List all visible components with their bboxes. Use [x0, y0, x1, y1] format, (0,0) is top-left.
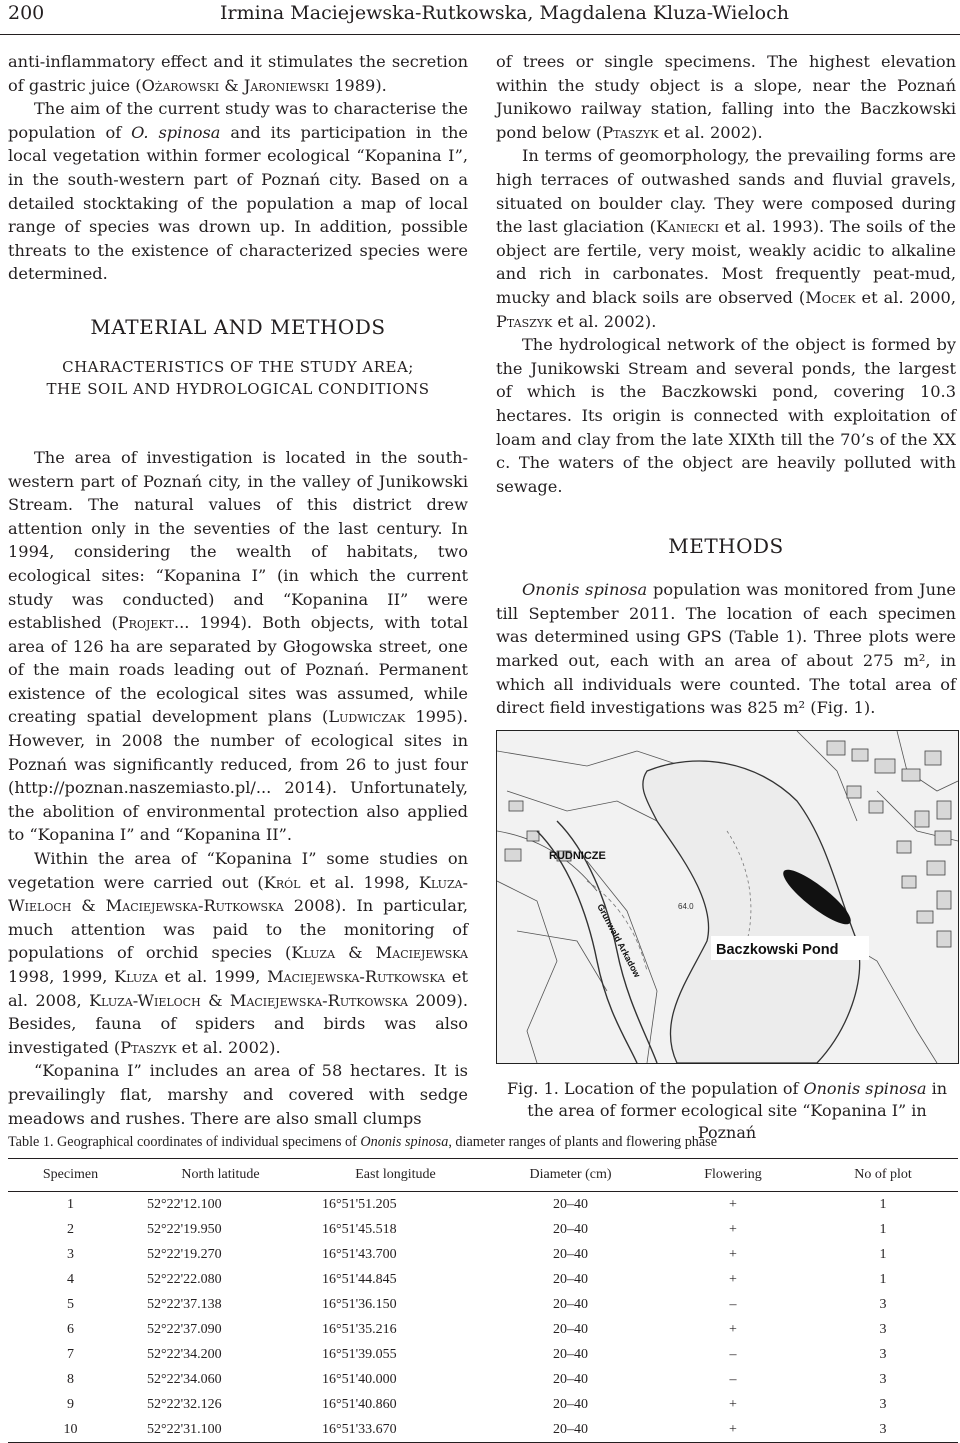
column-header: North latitude	[133, 1159, 308, 1192]
column-header: Diameter (cm)	[483, 1159, 658, 1192]
table-cell: 5	[67, 1296, 74, 1312]
table-cell: 52°22'31.100	[133, 1417, 308, 1443]
table-cell: 3	[879, 1321, 887, 1337]
paragraph: anti-inflammatory effect and it stimulates the secretion of gastric juice (Ożarowski & Jaroniewski 1989).	[8, 52, 468, 95]
left-column	[8, 50, 468, 1130]
table-row	[8, 1292, 958, 1317]
table-row	[8, 1417, 958, 1443]
running-head: Irmina Maciejewska-Rutkowska, Magdalena Kluza-Wieloch	[220, 2, 789, 24]
table-cell: 7	[67, 1346, 74, 1362]
paragraph: “Kopanina I” includes an area of 58 hectares. It is prevailingly flat, marshy and covered with sedge meadows and rushes. There are also small clumps	[8, 1061, 468, 1128]
table-cell: 20–40	[553, 1221, 588, 1237]
table-cell: 16°51'36.150	[322, 1296, 397, 1312]
table-cell: +	[729, 1221, 737, 1237]
column-header: East longitude	[308, 1159, 483, 1192]
section-title: MATERIAL AND METHODS	[90, 314, 386, 339]
table-cell: 8	[67, 1371, 74, 1387]
page-header	[0, 0, 960, 34]
map-label-pond: Baczkowski Pond	[716, 942, 839, 958]
table-cell: 52°22'37.138	[147, 1296, 222, 1312]
table-cell: 52°22'19.270	[147, 1246, 222, 1262]
table-row	[8, 1217, 958, 1242]
table-cell: +	[729, 1321, 737, 1337]
table-caption: Table 1. Geographical coordinates of individual specimens of Ononis spinosa, diameter ranges of plants and flowering phase	[8, 1134, 717, 1150]
map-label-street: Grunwald Arkadow	[595, 902, 643, 980]
column-header: No of plot	[808, 1159, 958, 1192]
table-cell: 16°51'43.700	[322, 1246, 397, 1262]
table-cell: 20–40	[553, 1196, 588, 1212]
table-cell: +	[729, 1396, 737, 1412]
table-cell: 52°22'34.060	[147, 1371, 222, 1387]
column-header: Specimen	[8, 1159, 133, 1192]
paragraph: The hydrological network of the object is formed by the Junikowski Stream and several ponds, the largest of which is the Baczkowski pond, covering 10.3 hectares. Its origin is connected with exploitation of loam and clay from the late XIXth till the 70’s of the XX c. The waters of the object are heavily polluted with sewage.	[496, 335, 956, 496]
table-row	[8, 1342, 958, 1367]
table-row	[8, 1267, 958, 1292]
paragraph: Ononis spinosa population was monitored from June till September 2011. The location of each specimen was determined using GPS (Table 1). Three plots were marked out, each with an area of about 275 m², in which all individuals were counted. The total area of direct field investigations was 825 m² (Fig. 1).	[496, 580, 956, 718]
table-cell: 20–40	[553, 1296, 588, 1312]
table-row	[8, 1367, 958, 1392]
table-cell: +	[729, 1271, 737, 1287]
table-cell: 3	[879, 1371, 887, 1387]
table-cell: 20–40	[553, 1346, 588, 1362]
table-cell: 16°51'35.216	[322, 1321, 397, 1337]
table-cell: 1	[67, 1196, 74, 1212]
table-cell: 52°22'37.090	[147, 1321, 222, 1337]
column-header: Flowering	[658, 1159, 808, 1192]
map-label-rudnicze: RUDNICZE	[549, 850, 606, 862]
paragraph: The area of investigation is located in the south-western part of Poznań city, in the valley of Junikowski Stream. The natural values of this district drew attention only in the seventies of the last century. In 1994, considering the wealth of habitats, two ecological sites: “Kopanina I” (in which the current study was conducted) and “Kopanina II” were established (Projekt... 1994). Both objects, with total area of 126 ha are separated by Głogowska street, one of the main roads leading out of Poznań. Permanent existence of the ecological sites was assumed, while creating spatial development plans (Ludwiczak 1995). However, in 2008 the number of ecological sites in Poznań was significantly reduced, from 26 to just four (http://poznan.naszemiasto.pl/... 2014). Unfortunately, the abolition of environmental protection also applied to “Kopanina I” and “Kopanina II”.	[8, 447, 469, 845]
page-number: 200	[8, 2, 45, 24]
paragraph: The aim of the current study was to characterise the population of O. spinosa and its participation in the local vegetation within former ecological “Kopanina I”, in the south-western part of Poznań city. Based on a detailed stocktaking of the population a map of local range of species was drown up. In addition, possible threats to the existence of characterized species were determined.	[8, 99, 469, 284]
section-title: METHODS	[668, 534, 784, 559]
table-cell: 52°22'19.950	[147, 1221, 222, 1237]
table-cell: 1	[879, 1196, 887, 1212]
table-cell: 1	[879, 1246, 887, 1262]
table-cell: 20–40	[553, 1396, 588, 1412]
table-cell: 3	[879, 1346, 887, 1362]
table-cell: 20–40	[553, 1321, 588, 1337]
table-cell: –	[729, 1346, 737, 1362]
table-cell: –	[729, 1296, 737, 1312]
table-cell: 52°22'12.100	[147, 1196, 222, 1212]
table-cell: –	[729, 1371, 737, 1387]
table-row	[8, 1242, 958, 1267]
table-cell: 52°22'22.080	[147, 1271, 222, 1287]
map-label-elevation: 64.0	[678, 902, 694, 911]
table-cell: 20–40	[553, 1246, 588, 1262]
table-cell: +	[729, 1196, 737, 1212]
table-cell: 52°22'32.126	[147, 1396, 222, 1412]
header-rule	[0, 34, 960, 35]
map-drawing	[497, 731, 958, 1063]
right-column	[496, 50, 956, 720]
table-cell: 20–40	[553, 1371, 588, 1387]
table-cell: 3	[879, 1396, 887, 1412]
table-cell: 52°22'34.200	[147, 1346, 222, 1362]
table-cell: 16°51'40.860	[322, 1396, 397, 1412]
table-cell: 6	[67, 1321, 74, 1337]
table-cell: 16°51'40.000	[322, 1371, 397, 1387]
table-cell: 16°51'51.205	[322, 1196, 397, 1212]
location-map	[496, 730, 959, 1064]
table-cell: 20–40	[483, 1417, 658, 1443]
table-cell: 2	[67, 1221, 74, 1237]
table-cell: 16°51'44.845	[322, 1271, 397, 1287]
table-cell: 3	[879, 1296, 887, 1312]
subsection-title: CHARACTERISTICS OF THE STUDY AREA; THE SOIL AND HYDROLOGICAL CONDITIONS	[46, 357, 430, 398]
table-header-row	[8, 1159, 958, 1192]
table-cell: 16°51'45.518	[322, 1221, 397, 1237]
table-cell: 1	[879, 1271, 887, 1287]
table-cell: 9	[67, 1396, 74, 1412]
table-cell: 4	[67, 1271, 74, 1287]
figure-caption: Fig. 1. Location of the population of Ononis spinosa in the area of former ecological site “Kopanina I” in Poznań	[506, 1079, 948, 1142]
table-cell: 16°51'33.670	[308, 1417, 483, 1443]
table-cell: +	[658, 1417, 808, 1443]
table-cell: 3	[67, 1246, 74, 1262]
table-cell: 20–40	[553, 1271, 588, 1287]
paragraph: In terms of geomorphology, the prevailing forms are high terraces of outwashed sands and fluvial gravels, situated on boulder clay. They were composed during the last glaciation (Kaniecki et al. 1993). The soils of the object are fertile, very moist, weakly acidic to alkaline and rich in carbonates. Most frequently peat-mud, mucky and black soils are observed (Mocek et al. 2000, Ptaszyk et al. 2002).	[496, 146, 957, 331]
table-cell: 1	[879, 1221, 887, 1237]
table-row	[8, 1317, 958, 1342]
paragraph: of trees or single specimens. The highest elevation within the study object is a slope, near the Poznań Junikowo railway station, falling into the Baczkowski pond below (Ptaszyk et al. 2002).	[496, 52, 956, 142]
table-cell: 16°51'39.055	[322, 1346, 397, 1362]
table-cell: 10	[8, 1417, 133, 1443]
table-cell: 3	[808, 1417, 958, 1443]
table-row	[8, 1392, 958, 1417]
paragraph: Within the area of “Kopanina I” some studies on vegetation were carried out (Król et al. 1998, Kluza-Wieloch & Maciejewska-Rutkowska 2008). In particular, much attention was paid to the monitoring of populations of orchid species (Kluza & Maciejewska 1998, 1999, Kluza et al. 1999, Maciejewska-Rutkowska et al. 2008, Kluza-Wieloch & Maciejewska-Rutkowska 2009). Besides, fauna of spiders and birds was also investigated (Ptaszyk et al. 2002).	[8, 849, 468, 1057]
table-cell: +	[729, 1246, 737, 1262]
table-row	[8, 1192, 958, 1218]
coordinates-table	[8, 1158, 958, 1443]
